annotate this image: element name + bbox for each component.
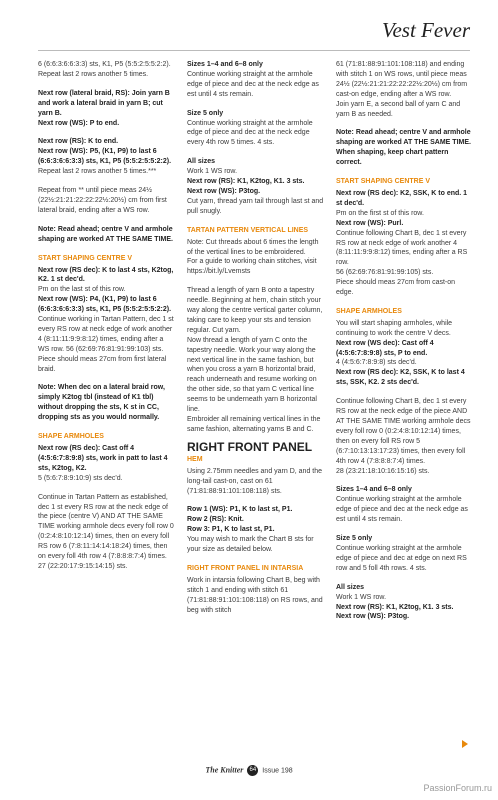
paragraph: Next row (RS dec): K to last 4 sts, K2tog, K2. 1 st dec'd.: [38, 266, 174, 284]
paragraph: Join yarn E, a second ball of yarn C and yarn B as needed.: [336, 100, 461, 118]
subheading: TARTAN PATTERN VERTICAL LINES: [187, 226, 309, 234]
page-number: 64: [247, 765, 258, 776]
paragraph: Repeat from ** until piece meas 24½ (22½:21:21:22:22:22½:20½) cm from first lateral braid, ending after a WS row.: [38, 187, 167, 214]
paragraph: Thread a length of yarn B onto a tapestry needle. Beginning at hem, chain stitch your way along the centre vertical garter column, taking care to keep your sts and tension regular. Cut yarn.: [187, 287, 323, 334]
paragraph: Next row (RS dec): K2, SSK, K to last 4 sts, SSK, K2. 2 sts dec'd.: [336, 369, 465, 387]
paragraph: Next row (RS): K1, K2tog, K1. 3 sts.: [336, 603, 454, 611]
watermark: PassionForum.ru: [423, 783, 492, 793]
paragraph: Pm on the last st of this row.: [38, 286, 126, 294]
paragraph: You will start shaping armholes, while continuing to work the centre V decs.: [336, 319, 453, 337]
paragraph: Sizes 1–4 and 6–8 only: [336, 486, 412, 494]
paragraph: Row 3: P1, K to last st, P1.: [187, 526, 275, 534]
paragraph: Size 5 only: [187, 109, 224, 117]
paragraph: All sizes: [336, 583, 365, 591]
paragraph: All sizes: [187, 158, 216, 166]
paragraph: Next row (RS): K to end.: [38, 138, 119, 146]
paragraph: Sizes 1–4 and 6–8 only: [187, 61, 263, 68]
note: Note: When dec on a lateral braid row, simply K2tog tbl (instead of K1 tbl) without dropping the sts, K st in CC, dropping sts as you would normally.: [38, 384, 165, 422]
paragraph: Next row (WS): Purl.: [336, 219, 404, 227]
paragraph: Continue in Tartan Pattern as established, dec 1 st every RS row at the neck edge of the piece (centre V) AND AT THE SAME TIME working armhole decs every foll row 0 (0:2:4:8:10:12:14) times, then on every foll RS row 6 (7:8:11:14:14:18:24) times, then on every foll 4th row 4 (7:8:8:8:7:4) times.: [38, 493, 174, 561]
paragraph: Continue working in Tartan Pattern, dec 1 st every RS row at neck edge of work another 4 (8:11:11:9:9:8:12) times, ending after a WS row. 56 (62:69:76:81:91:99:103) sts.: [38, 316, 174, 353]
paragraph: Next row (WS): P4, (K1, P9) to last 6 (6:6:3:6:6:3:3) sts, K1, P5 (5:5:2:5:5:2:2).: [38, 296, 172, 314]
paragraph: Next row (WS): P3tog.: [187, 187, 261, 195]
paragraph: 56 (62:69:76:81:91:99:105) sts.: [336, 269, 434, 277]
column-1: [38, 60, 176, 581]
column-2: [187, 60, 325, 616]
paragraph: Continue working straight at the armhole edge of piece and dec at the neck edge as est until 4 sts remain.: [336, 496, 468, 524]
header-rule: [38, 50, 470, 51]
paragraph: Repeat last 2 rows another 5 times.: [38, 70, 149, 78]
paragraph: Using 2.75mm needles and yarn D, and the long-tail cast-on, cast on 61 (71:81:88:91:101:108:118) sts.: [187, 467, 323, 495]
paragraph: [187, 257, 325, 277]
page-footer: [0, 765, 498, 776]
paragraph: Cut yarn, thread yarn tail through last st and pull snugly.: [187, 197, 324, 215]
paragraph: Embroider all remaining vertical lines in the same fashion, alternating yarns B and C.: [187, 416, 321, 433]
arrow-right-icon: [462, 740, 468, 748]
section-title: Vest Fever: [381, 18, 470, 42]
paragraph: Row 1 (WS): P1, K to last st, P1.: [187, 506, 293, 514]
paragraph: Next row (RS dec): K2, SSK, K to end. 1 st dec'd.: [336, 189, 468, 207]
note: Note: Read ahead; centre V and armhole shaping are worked AT THE SAME TIME. When shaping, keep chart pattern correct.: [336, 129, 471, 167]
paragraph: Work 1 WS row.: [336, 593, 387, 601]
paragraph: Piece should meas 27cm from first lateral braid.: [38, 355, 167, 373]
subheading: START SHAPING CENTRE V: [38, 254, 132, 262]
paragraph: Continue working straight at the armhole edge of piece and dec at edge on next RS row and 5 foll 4th rows. 4 sts.: [336, 544, 467, 572]
paragraph: Row 2 (RS): Knit.: [187, 516, 244, 524]
paragraph: Note: Cut threads about 6 times the length of the vertical lines to be embroidered.: [187, 238, 319, 256]
paragraph: Continue following Chart B, dec 1 st every RS row at the neck edge of the piece AND AT THE SAME TIME working armhole decs every foll row 0 (0:2:4:8:10:12:14) times, then on every foll RS row 5 (6:7:10:13:13:17:23) times, then every foll 4th row 4 (7:8:8:8:7:4) times.: [336, 398, 471, 465]
paragraph: Continue following Chart B, dec 1 st every RS row at neck edge of work another 4 (8:11:11:9:9:8:12) times, ending after a RS row.: [336, 229, 468, 267]
paragraph: Piece should meas 27cm from cast-on edge.: [336, 279, 456, 297]
paragraph: 4 (4:5:6:7:8:9:8) sts dec'd.: [336, 359, 417, 367]
subheading: SHAPE ARMHOLES: [336, 307, 402, 315]
paragraph: Next row (RS dec): Cast off 4 (4:5:6:7:8:9:8) sts, work in patt to last 4 sts, K2tog, K2.: [38, 445, 168, 472]
paragraph: 5 (5:6:7:8:9:10:9) sts dec'd.: [38, 474, 123, 482]
subheading: HEM: [187, 455, 203, 463]
paragraph: Next row (WS): P5, (K1, P9) to last 6 (6:6:3:6:6:3:3) sts, K1, P5 (5:5:2:5:5:2:2).: [38, 148, 172, 166]
paragraph: Next row (WS): P to end.: [38, 119, 120, 127]
paragraph: Next row (WS dec): Cast off 4 (4:5:6:7:8:9:8) sts, P to end.: [336, 339, 434, 357]
paragraph: You may wish to mark the Chart B sts for your size as detailed below.: [187, 536, 314, 554]
paragraph: Next row (RS): K1, K2tog, K1. 3 sts.: [187, 178, 305, 186]
subheading: START SHAPING CENTRE V: [336, 178, 430, 186]
paragraph: 61 (71:81:88:91:101:108:118) and ending with stitch 1 on WS rows, until piece meas 24½ (22½:21:21:22:22:22½:20½) cm from cast-on edge, ending after a WS row.: [336, 61, 468, 98]
paragraph: 28 (23:21:18:10:16:15:16) sts.: [336, 467, 430, 475]
issue-number: Issue 198: [262, 767, 293, 775]
subheading: SHAPE ARMHOLES: [38, 433, 104, 441]
paragraph: Next row (lateral braid, RS): Join yarn B and work a lateral braid in yarn B; cut yarn B.: [38, 89, 170, 117]
magazine-name: The Knitter: [205, 765, 244, 775]
paragraph: Continue working straight at the armhole edge of piece and dec at the neck edge every 4th row 5 times. 4 sts.: [187, 119, 313, 147]
section-heading: RIGHT FRONT PANEL: [187, 439, 313, 454]
column-3: [336, 60, 474, 622]
paragraph: Pm on the first st of this row.: [336, 209, 424, 217]
paragraph: 6 (6:6:3:6:6:3:3) sts, K1, P5 (5:5:2:5:5:2:2).: [38, 61, 171, 68]
subheading: RIGHT FRONT PANEL IN INTARSIA: [187, 564, 304, 572]
paragraph: Repeat last 2 rows another 5 times.***: [38, 168, 157, 176]
guide-link[interactable]: For a guide to working chain stitches, visit https://bit.ly/Lvemsts: [187, 258, 317, 276]
paragraph: 27 (22:20:17:9:15:14:15) sts.: [38, 562, 128, 570]
paragraph: Continue working straight at the armhole edge of piece and dec at the neck edge as est until 4 sts remain.: [187, 70, 319, 98]
paragraph: Work 1 WS row.: [187, 168, 238, 176]
paragraph: Next row (WS): P3tog.: [336, 613, 410, 621]
paragraph: Now thread a length of yarn C onto the tapestry needle. Work your way along the next vertical line in the same fashion, but when you cross a yarn B horizontal braid, reach underneath and resume working on the other side, so that yarn C vertical line seems to be underneath yarn B horizontal line.: [187, 336, 317, 414]
paragraph: Work in intarsia following Chart B, beg with stitch 1 and ending with stitch 61 (71:81:88:91:101:108:118) on RS rows, and beg with stitch: [187, 576, 323, 614]
paragraph: Size 5 only: [336, 535, 373, 543]
note: Note: Read ahead; centre V and armhole shaping are worked AT THE SAME TIME.: [38, 225, 173, 243]
